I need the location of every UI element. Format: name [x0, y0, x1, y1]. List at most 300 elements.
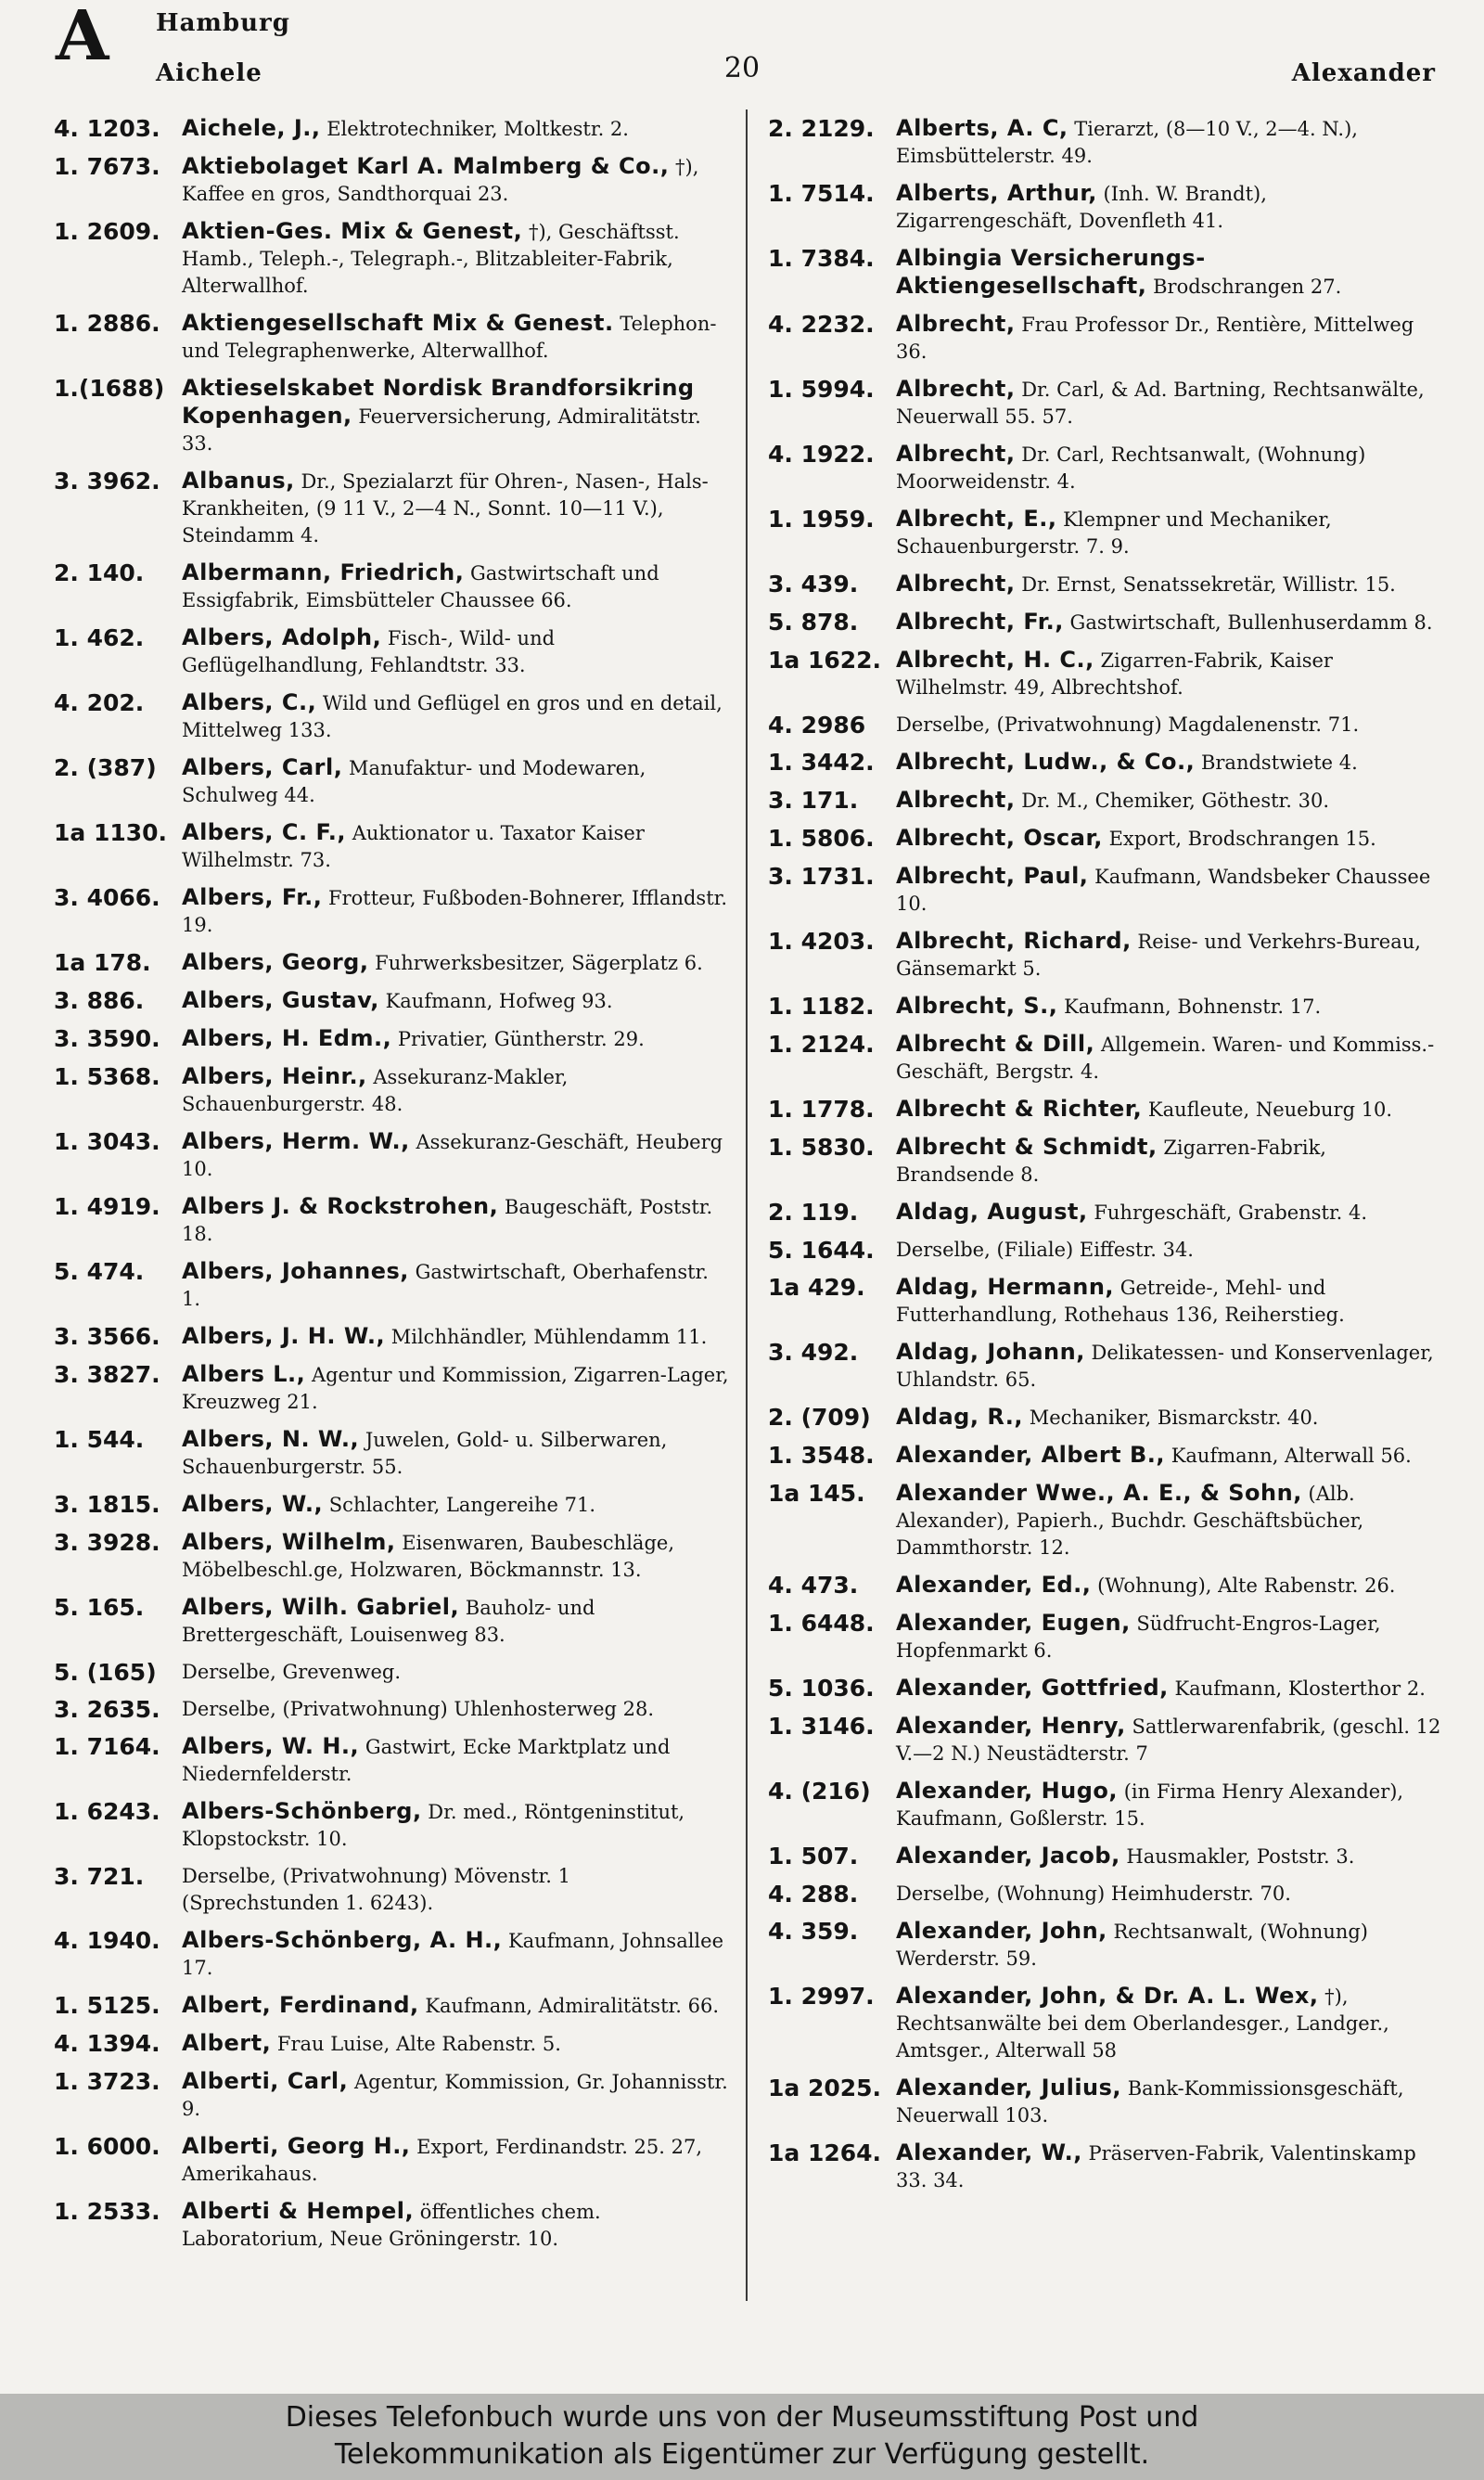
entry-phone-number: 1. 5830. — [768, 1134, 875, 1161]
entry-phone-number: 1. 1778. — [768, 1096, 875, 1123]
entry-name: Aktiebolaget Karl A. Malmberg & Co., — [182, 153, 670, 179]
entry-text — [182, 2198, 731, 2253]
entry-phone-number: 1a 2025. — [768, 2075, 882, 2101]
entry-text — [182, 884, 731, 939]
entry-text — [896, 1237, 1445, 1264]
entry-text — [896, 609, 1445, 636]
entry-phone-number: 1. 5125. — [54, 1992, 160, 2019]
entry-name: Alexander, Hugo, — [896, 1778, 1119, 1804]
entry-text — [182, 2068, 731, 2123]
directory-entry — [768, 1572, 1445, 1600]
entry-text — [896, 2139, 1445, 2194]
entry-phone-number: 1. 2997. — [768, 1983, 875, 2010]
entry-text — [182, 1927, 731, 1982]
directory-entry — [54, 884, 731, 939]
entry-details: Brandstwiete 4. — [1200, 752, 1358, 774]
entry-phone-number: 4. (216) — [768, 1778, 871, 1805]
entry-text — [896, 245, 1445, 301]
entry-phone-number: 3. 4066. — [54, 884, 160, 911]
entry-name: Alexander, John, & Dr. A. L. Wex, — [896, 1983, 1319, 2009]
entry-text — [896, 1442, 1445, 1470]
entry-text — [182, 1258, 731, 1313]
directory-entry — [768, 647, 1445, 701]
entry-details: Kaufmann, Klosterthor 2. — [1174, 1677, 1426, 1700]
entry-text — [896, 1675, 1445, 1703]
entry-phone-number: 1. 1959. — [768, 506, 875, 533]
entry-text — [182, 218, 731, 300]
entry-text — [182, 819, 731, 874]
entry-text — [896, 1031, 1445, 1086]
directory-entry — [54, 624, 731, 679]
entry-text — [182, 1128, 731, 1183]
section-letter: A — [56, 0, 109, 76]
entry-phone-number: 1. 7384. — [768, 245, 875, 272]
entry-details: Kaufmann, Wandsbeker Chaussee 10. — [896, 866, 1431, 915]
entry-details: Elektrotechniker, Moltkestr. 2. — [326, 118, 629, 140]
entry-name: Alexander, John, — [896, 1918, 1107, 1944]
entry-name: Alexander Wwe., A. E., & Sohn, — [896, 1480, 1302, 1506]
entry-phone-number: 1.(1688) — [54, 375, 165, 402]
directory-entry — [768, 1442, 1445, 1470]
entry-phone-number: 4. 1940. — [54, 1927, 160, 1954]
entry-name: Albert, — [182, 2030, 272, 2056]
directory-entry — [54, 1025, 731, 1053]
entry-name: Albrecht, — [896, 311, 1016, 337]
entry-phone-number: 1. 507. — [768, 1843, 859, 1870]
entry-details: (Alb. Alexander), Papierh., Buchdr. Geschäftsbücher, Dammthorstr. 12. — [896, 1483, 1364, 1559]
entry-text — [182, 2133, 731, 2188]
entry-text — [896, 1199, 1445, 1227]
entry-name: Aldag, Hermann, — [896, 1274, 1115, 1300]
entry-text — [896, 376, 1445, 430]
entry-details: Dr., Spezialarzt für Ohren-, Nasen-, Hals-Krankheiten, (9 11 V., 2—4 N., Sonnt. 10—11 V.), Steindamm 4. — [182, 470, 709, 546]
entry-name: Alberti, Carl, — [182, 2068, 349, 2094]
directory-entry — [768, 2075, 1445, 2129]
entry-details: Milchhändler, Mühlendamm 11. — [390, 1326, 708, 1348]
entry-text — [182, 1323, 731, 1351]
footer-line-2: Telekommunikation als Eigentümer zur Verfügung gestellt. — [334, 2438, 1150, 2471]
right-column — [768, 115, 1445, 2204]
entry-details: Eisenwaren, Baubeschläge, Möbelbeschl.ge, Holzwaren, Böckmannstr. 13. — [182, 1532, 674, 1581]
entry-details: Dr. M., Chemiker, Göthestr. 30. — [1021, 790, 1330, 812]
entry-name: Albrecht, Ludw., & Co., — [896, 749, 1196, 775]
entry-name: Albers L., — [182, 1361, 306, 1387]
column-divider — [746, 109, 748, 2301]
entry-text — [896, 1610, 1445, 1664]
directory-entry — [768, 571, 1445, 598]
entry-name: Albrecht, Fr., — [896, 609, 1064, 635]
entry-details: Wild und Geflügel en gros und en detail, Mittelweg 133. — [182, 692, 723, 741]
entry-name: Aldag, R., — [896, 1404, 1023, 1430]
entry-phone-number: 1. 5368. — [54, 1063, 160, 1090]
entry-details: Südfrucht-Engros-Lager, Hopfenmarkt 6. — [896, 1613, 1381, 1662]
directory-entry — [768, 1134, 1445, 1189]
entry-details: Kaufmann, Alterwall 56. — [1171, 1445, 1412, 1467]
directory-entry — [54, 1491, 731, 1519]
entry-phone-number: 1. 3548. — [768, 1442, 875, 1469]
entry-details: Fisch-, Wild- und Geflügelhandlung, Fehlandtstr. 33. — [182, 627, 556, 676]
entry-name: Albers J. & Rockstrohen, — [182, 1193, 499, 1219]
entry-phone-number: 3. 3590. — [54, 1025, 160, 1052]
entry-text — [182, 1798, 731, 1853]
entry-text — [896, 506, 1445, 560]
entry-name: Albrecht & Richter, — [896, 1096, 1143, 1122]
entry-name: Alexander, Henry, — [896, 1713, 1126, 1739]
entry-details: Tierarzt, (8—10 V., 2—4. N.), Eimsbüttelerstr. 49. — [896, 118, 1358, 167]
directory-entry — [768, 1404, 1445, 1432]
entry-name: Albanus, — [182, 468, 295, 494]
entry-text — [182, 153, 731, 208]
directory-entry — [54, 987, 731, 1015]
entry-name: Alberti, Georg H., — [182, 2133, 411, 2159]
entry-text — [896, 1918, 1445, 1972]
directory-entry — [54, 1529, 731, 1584]
directory-entry — [54, 1863, 731, 1917]
entry-phone-number: 4. 1922. — [768, 441, 875, 468]
entry-phone-number: 5. 878. — [768, 609, 859, 636]
entry-phone-number: 1a 1130. — [54, 819, 168, 846]
entry-text — [896, 1134, 1445, 1189]
entry-name: Albrecht, Oscar, — [896, 825, 1103, 851]
entry-name: Alexander, Jacob, — [896, 1843, 1120, 1869]
directory-entry — [54, 1128, 731, 1183]
directory-entry — [54, 2030, 731, 2058]
entry-name: Alberts, Arthur, — [896, 180, 1097, 206]
entry-name: Albers, Wilhelm, — [182, 1529, 396, 1555]
entry-details: Delikatessen- und Konservenlager, Uhlandstr. 65. — [896, 1342, 1434, 1391]
page-header — [0, 0, 1484, 102]
directory-entry — [54, 2198, 731, 2253]
entry-text — [896, 1096, 1445, 1124]
entry-text — [896, 1983, 1445, 2064]
directory-entry — [54, 1594, 731, 1649]
entry-details: Gastwirtschaft und Essigfabrik, Eimsbütteler Chaussee 66. — [182, 562, 659, 611]
directory-entry — [768, 376, 1445, 430]
entry-name: Alberti & Hempel, — [182, 2198, 415, 2224]
entry-name: Albrecht, Paul, — [896, 863, 1089, 889]
entry-text — [896, 647, 1445, 701]
entry-text — [182, 2030, 731, 2058]
entry-phone-number: 1. 6243. — [54, 1798, 160, 1825]
entry-phone-number: 5. 165. — [54, 1594, 145, 1621]
entry-name: Alexander, Albert B., — [896, 1442, 1166, 1468]
entry-details: †), Rechtsanwälte bei dem Oberlandesger., Landger., Amtsger., Alterwall 58 — [896, 1985, 1389, 2062]
entry-name: Albers, H. Edm., — [182, 1025, 392, 1051]
entry-details: (in Firma Henry Alexander), Kaufmann, Goßlerstr. 15. — [896, 1780, 1404, 1830]
entry-text — [896, 1843, 1445, 1870]
entry-phone-number: 3. 1731. — [768, 863, 875, 890]
entry-text — [896, 1572, 1445, 1600]
entry-name: Albrecht, S., — [896, 993, 1058, 1019]
entry-name: Albermann, Friedrich, — [182, 559, 465, 585]
entry-name: Albrecht, — [896, 376, 1016, 402]
entry-name: Aktien-Ges. Mix & Genest, — [182, 218, 523, 244]
entry-phone-number: 1. 4203. — [768, 928, 875, 955]
entry-name: Albers, C. F., — [182, 819, 347, 845]
directory-entry — [54, 1323, 731, 1351]
directory-entry — [768, 441, 1445, 495]
entry-phone-number: 1a 1264. — [768, 2139, 882, 2166]
entry-details: Mechaniker, Bismarckstr. 40. — [1029, 1407, 1319, 1429]
entry-name: Albers, C., — [182, 689, 317, 715]
entry-name: Albers-Schönberg, — [182, 1798, 422, 1824]
entry-phone-number: 5. 1644. — [768, 1237, 875, 1264]
entry-text — [896, 749, 1445, 777]
entry-details: Export, Ferdinandstr. 25. 27, Amerikahaus. — [182, 2136, 703, 2185]
directory-entry — [54, 754, 731, 809]
entry-details: Derselbe, (Privatwohnung) Magdalenenstr. 71. — [896, 713, 1360, 736]
entry-text — [182, 1025, 731, 1053]
entry-phone-number: 1. 7164. — [54, 1733, 160, 1760]
entry-text — [182, 115, 731, 143]
entry-phone-number: 4. 2986 — [768, 712, 866, 739]
directory-entry — [54, 1992, 731, 2020]
entry-details: Brodschrangen 27. — [1153, 276, 1342, 298]
entry-phone-number: 1. 2609. — [54, 218, 160, 245]
entry-text — [182, 310, 731, 365]
header-last-entry: Alexander — [1291, 59, 1436, 87]
entry-name: Albers, Herm. W., — [182, 1128, 410, 1154]
directory-entry — [54, 153, 731, 208]
entry-details: Schlachter, Langereihe 71. — [328, 1494, 596, 1516]
entry-phone-number: 3. 2635. — [54, 1696, 160, 1723]
entry-phone-number: 1. 7673. — [54, 153, 160, 180]
entry-name: Albers, Adolph, — [182, 624, 382, 650]
entry-text — [896, 571, 1445, 598]
entry-name: Albers, W. H., — [182, 1733, 360, 1759]
directory-entry — [54, 1659, 731, 1686]
directory-entry — [54, 1258, 731, 1313]
entry-text — [896, 1881, 1445, 1908]
entry-name: Alexander, W., — [896, 2139, 1082, 2165]
entry-details: Kaufmann, Johnsallee 17. — [182, 1930, 724, 1979]
directory-entry — [768, 1199, 1445, 1227]
entry-details: Bauholz- und Brettergeschäft, Louisenweg 83. — [182, 1597, 595, 1646]
entry-text — [182, 1361, 731, 1416]
entry-phone-number: 4. 202. — [54, 689, 145, 716]
entry-name: Albers, W., — [182, 1491, 324, 1517]
entry-phone-number: 1. 3442. — [768, 749, 875, 776]
entry-phone-number: 3. 886. — [54, 987, 145, 1014]
entry-text — [182, 1992, 731, 2020]
entry-name: Albers, Georg, — [182, 949, 369, 975]
entry-details: Allgemein. Waren- und Kommiss.-Geschäft, Bergstr. 4. — [896, 1034, 1435, 1083]
directory-entry — [768, 712, 1445, 739]
entry-phone-number: 1a 429. — [768, 1274, 865, 1301]
entry-text — [182, 987, 731, 1015]
entry-details: Fuhrgeschäft, Grabenstr. 4. — [1094, 1201, 1368, 1224]
entry-phone-number: 3. 439. — [768, 571, 859, 598]
entry-details: Frotteur, Fußboden-Bohnerer, Ifflandstr. 19. — [182, 887, 728, 936]
entry-text — [896, 1713, 1445, 1767]
directory-entry — [768, 311, 1445, 366]
entry-phone-number: 1. 6448. — [768, 1610, 875, 1637]
directory-entry — [768, 506, 1445, 560]
directory-entry — [54, 310, 731, 365]
entry-details: Auktionator u. Taxator Kaiser Wilhelmstr. 73. — [182, 822, 645, 871]
entry-details: Derselbe, Grevenweg. — [182, 1661, 402, 1683]
entry-text — [896, 1480, 1445, 1561]
entry-name: Aldag, Johann, — [896, 1339, 1085, 1365]
entry-name: Aktiengesellschaft Mix & Genest. — [182, 310, 614, 336]
entry-details: Dr. Ernst, Senatssekretär, Willistr. 15. — [1021, 573, 1396, 596]
entry-name: Alexander, Julius, — [896, 2075, 1122, 2101]
entry-text — [896, 1778, 1445, 1832]
entry-phone-number: 4. 288. — [768, 1881, 859, 1908]
entry-phone-number: 2. (387) — [54, 754, 157, 781]
entry-name: Albert, Ferdinand, — [182, 1992, 419, 2018]
entry-phone-number: 1. 5806. — [768, 825, 875, 852]
entry-text — [182, 1594, 731, 1649]
directory-entry — [54, 1361, 731, 1416]
entry-text — [896, 1339, 1445, 1394]
entry-text — [182, 468, 731, 549]
directory-entry — [768, 1096, 1445, 1124]
directory-entry — [54, 1798, 731, 1853]
entry-details: Telephon- und Telegraphenwerke, Alterwallhof. — [182, 313, 717, 362]
entry-name: Alexander, Ed., — [896, 1572, 1092, 1598]
entry-phone-number: 1. 544. — [54, 1426, 145, 1453]
entry-details: Agentur und Kommission, Zigarren-Lager, Kreuzweg 21. — [182, 1364, 729, 1413]
directory-entry — [768, 1610, 1445, 1664]
directory-entry — [768, 2139, 1445, 2194]
entry-phone-number: 3. 171. — [768, 787, 859, 814]
directory-entry — [768, 1983, 1445, 2064]
directory-entry — [768, 180, 1445, 235]
directory-entry — [54, 468, 731, 549]
entry-text — [182, 1063, 731, 1118]
entry-name: Albrecht, — [896, 441, 1016, 467]
entry-phone-number: 3. 3566. — [54, 1323, 160, 1350]
entry-text — [182, 754, 731, 809]
entry-details: Gastwirt, Ecke Marktplatz und Niedernfelderstr. — [182, 1736, 671, 1785]
entry-details: Hausmakler, Poststr. 3. — [1126, 1845, 1355, 1868]
entry-phone-number: 4. 2232. — [768, 311, 875, 338]
directory-entry — [54, 559, 731, 614]
entry-phone-number: 1a 145. — [768, 1480, 865, 1507]
entry-name: Alexander, Eugen, — [896, 1610, 1131, 1636]
entry-text — [182, 1696, 731, 1723]
directory-entry — [54, 1696, 731, 1723]
entry-text — [182, 1491, 731, 1519]
entry-name: Albrecht, H. C., — [896, 647, 1094, 673]
directory-entry — [54, 819, 731, 874]
entry-details: †), Geschäftsst. Hamb., Teleph.-, Telegraph.-, Blitzableiter-Fabrik, Alterwallhof. — [182, 221, 680, 297]
left-column — [54, 115, 731, 2263]
entry-phone-number: 1a 1622. — [768, 647, 882, 674]
directory-entry — [54, 689, 731, 744]
entry-details: Zigarren-Fabrik, Kaiser Wilhelmstr. 49, Albrechtshof. — [896, 649, 1333, 699]
entry-details: Fuhrwerksbesitzer, Sägerplatz 6. — [375, 952, 703, 974]
directory-entry — [768, 115, 1445, 170]
directory-entry — [768, 749, 1445, 777]
directory-entry — [768, 993, 1445, 1021]
entry-name: Albers, Gustav, — [182, 987, 379, 1013]
directory-entry — [768, 863, 1445, 918]
entry-name: Albrecht, Richard, — [896, 928, 1132, 954]
entry-phone-number: 1. 2886. — [54, 310, 160, 337]
directory-entry — [54, 115, 731, 143]
entry-details: Derselbe, (Privatwohnung) Uhlenhosterweg 28. — [182, 1698, 655, 1720]
entry-name: Albrecht & Dill, — [896, 1031, 1095, 1057]
entry-phone-number: 3. 3928. — [54, 1529, 160, 1556]
entry-phone-number: 2. 2129. — [768, 115, 875, 142]
entry-text — [896, 115, 1445, 170]
directory-entry — [54, 2133, 731, 2188]
entry-details: †), Kaffee en gros, Sandthorquai 23. — [182, 156, 699, 205]
entry-phone-number: 3. 721. — [54, 1863, 145, 1890]
directory-entry — [768, 609, 1445, 636]
directory-entry — [768, 1778, 1445, 1832]
entry-text — [896, 993, 1445, 1021]
entry-text — [896, 441, 1445, 495]
entry-name: Aldag, August, — [896, 1199, 1088, 1225]
entry-text — [182, 1733, 731, 1788]
entry-name: Albers, J. H. W., — [182, 1323, 386, 1349]
entry-phone-number: 3. 492. — [768, 1339, 859, 1366]
entry-details: Reise- und Verkehrs-Bureau, Gänsemarkt 5. — [896, 931, 1421, 980]
entry-phone-number: 4. 1394. — [54, 2030, 160, 2057]
directory-entry — [54, 375, 731, 457]
directory-entry — [768, 245, 1445, 301]
footer-notice — [0, 2394, 1484, 2480]
entry-phone-number: 1. 3723. — [54, 2068, 160, 2095]
directory-entry — [768, 1031, 1445, 1086]
entry-text — [182, 624, 731, 679]
entry-phone-number: 3. 3827. — [54, 1361, 160, 1388]
entry-details: Manufaktur- und Modewaren, Schulweg 44. — [182, 757, 646, 806]
directory-entry — [768, 1339, 1445, 1394]
entry-name: Albrecht & Schmidt, — [896, 1134, 1158, 1160]
entry-details: Baugeschäft, Poststr. 18. — [182, 1196, 713, 1245]
directory-entry — [54, 949, 731, 977]
entry-phone-number: 1. 7514. — [768, 180, 875, 207]
entry-phone-number: 4. 1203. — [54, 115, 160, 142]
entry-text — [896, 712, 1445, 739]
entry-details: Derselbe, (Filiale) Eiffestr. 34. — [896, 1239, 1194, 1261]
entry-text — [182, 689, 731, 744]
directory-entry — [54, 2068, 731, 2123]
directory-entry — [768, 1843, 1445, 1870]
entry-details: Juwelen, Gold- u. Silberwaren, Schauenburgerstr. 55. — [182, 1429, 668, 1478]
entry-details: Feuerversicherung, Admiralitätstr. 33. — [182, 405, 701, 455]
header-first-entry: Aichele — [156, 59, 262, 87]
directory-entry — [54, 1063, 731, 1118]
entry-text — [182, 1659, 731, 1686]
entry-name: Albrecht, — [896, 787, 1016, 813]
entry-details: Getreide-, Mehl- und Futterhandlung, Rothehaus 136, Reiherstieg. — [896, 1277, 1345, 1326]
entry-details: Dr. Carl, & Ad. Bartning, Rechtsanwälte, Neuerwall 55. 57. — [896, 379, 1425, 428]
entry-phone-number: 1. 5994. — [768, 376, 875, 403]
entry-phone-number: 1. 6000. — [54, 2133, 160, 2160]
entry-details: (Wohnung), Alte Rabenstr. 26. — [1097, 1574, 1396, 1597]
entry-details: Assekuranz-Makler, Schauenburgerstr. 48. — [182, 1066, 569, 1115]
entry-phone-number: 5. (165) — [54, 1659, 157, 1686]
entry-phone-number: 1. 4919. — [54, 1193, 160, 1220]
directory-entry — [768, 1480, 1445, 1561]
entry-details: Frau Luise, Alte Rabenstr. 5. — [276, 2033, 561, 2055]
entry-details: Agentur, Kommission, Gr. Johannisstr. 9. — [182, 2071, 728, 2120]
directory-entry — [768, 1274, 1445, 1329]
directory-entry — [768, 825, 1445, 853]
entry-text — [182, 559, 731, 614]
page-number: 20 — [723, 52, 761, 84]
entry-phone-number: 3. 3962. — [54, 468, 160, 495]
entry-name: Albers, Heinr., — [182, 1063, 367, 1089]
directory-entry — [768, 928, 1445, 983]
entry-name: Albingia Versicherungs-Aktiengesellschaft, — [896, 245, 1206, 299]
entry-details: Gastwirtschaft, Oberhafenstr. 1. — [182, 1261, 709, 1310]
